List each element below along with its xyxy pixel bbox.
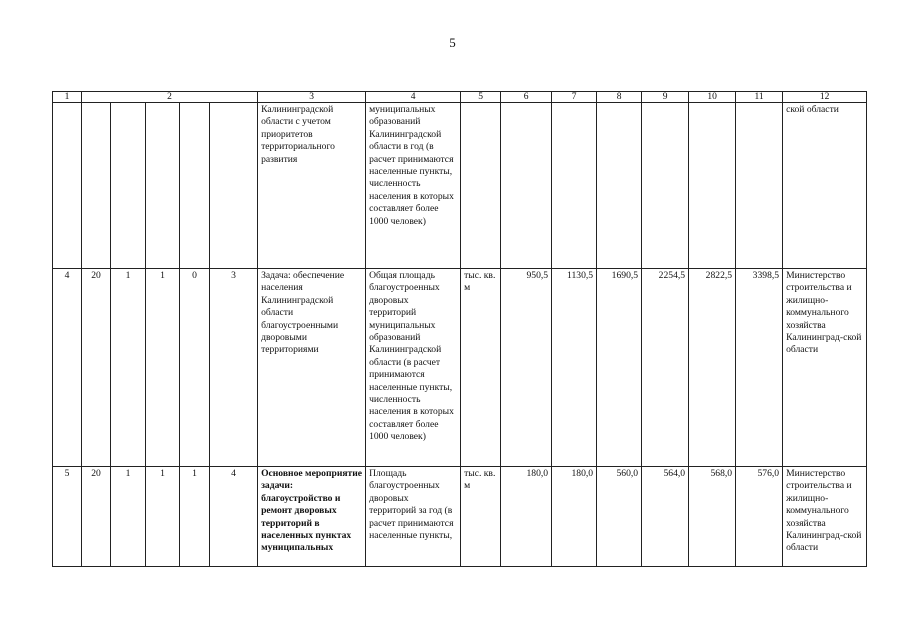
header-cell: 10 bbox=[689, 92, 736, 103]
value-cell bbox=[552, 103, 597, 269]
value-cell: 568,0 bbox=[689, 467, 736, 567]
responsible-cell: Министерство строительства и жилищно-коммунального хозяйства Калининград-ской области bbox=[783, 467, 867, 567]
value-cell bbox=[501, 103, 552, 269]
value-cell: 950,5 bbox=[501, 269, 552, 467]
code-cell: 4 bbox=[53, 269, 82, 467]
responsible-cell: Министерство строительства и жилищно-коммунального хозяйства Калининград-ской области bbox=[783, 269, 867, 467]
code-cell: 5 bbox=[53, 467, 82, 567]
code-cell: 3 bbox=[210, 269, 258, 467]
code-cell bbox=[180, 103, 210, 269]
code-cell: 4 bbox=[210, 467, 258, 567]
code-cell bbox=[82, 103, 111, 269]
page-number: 5 bbox=[449, 35, 456, 50]
code-cell: 1 bbox=[146, 467, 180, 567]
value-cell bbox=[736, 103, 783, 269]
value-cell: 180,0 bbox=[552, 467, 597, 567]
unit-cell: тыс. кв. м bbox=[461, 269, 501, 467]
name-cell: Задача: обеспечение населения Калининградской области благоустроенными дворовыми территориями bbox=[258, 269, 366, 467]
code-cell bbox=[210, 103, 258, 269]
header-cell: 8 bbox=[597, 92, 642, 103]
table-row bbox=[53, 269, 867, 467]
header-cell: 1 bbox=[53, 92, 82, 103]
indicators-table bbox=[52, 91, 867, 567]
code-cell: 20 bbox=[82, 467, 111, 567]
code-cell bbox=[53, 103, 82, 269]
value-cell: 576,0 bbox=[736, 467, 783, 567]
value-cell: 2254,5 bbox=[642, 269, 689, 467]
value-cell: 2822,5 bbox=[689, 269, 736, 467]
indicator-cell: Общая площадь благоустроенных дворовых территорий муниципальных образований Калининградской области (в расчет принимаются населенные пункты, численность населения в которых составляет более 1000 человек) bbox=[366, 269, 461, 467]
value-cell: 560,0 bbox=[597, 467, 642, 567]
code-cell: 0 bbox=[180, 269, 210, 467]
responsible-cell: ской области bbox=[783, 103, 867, 269]
value-cell: 3398,5 bbox=[736, 269, 783, 467]
header-cell: 6 bbox=[501, 92, 552, 103]
value-cell: 1690,5 bbox=[597, 269, 642, 467]
header-cell: 7 bbox=[552, 92, 597, 103]
unit-cell bbox=[461, 103, 501, 269]
value-cell: 1130,5 bbox=[552, 269, 597, 467]
value-cell: 564,0 bbox=[642, 467, 689, 567]
header-cell: 9 bbox=[642, 92, 689, 103]
code-cell: 1 bbox=[180, 467, 210, 567]
value-cell bbox=[597, 103, 642, 269]
code-cell: 20 bbox=[82, 269, 111, 467]
value-cell bbox=[689, 103, 736, 269]
code-cell: 1 bbox=[111, 269, 146, 467]
header-cell: 4 bbox=[366, 92, 461, 103]
header-row bbox=[53, 92, 867, 103]
unit-cell: тыс. кв. м bbox=[461, 467, 501, 567]
name-cell: Основное мероприятие задачи: благоустройство и ремонт дворовых территорий в населенных пунктах муниципальных bbox=[258, 467, 366, 567]
code-cell: 1 bbox=[146, 269, 180, 467]
header-cell: 2 bbox=[82, 92, 258, 103]
table-row bbox=[53, 467, 867, 567]
indicator-cell: муниципальных образований Калининградской области в год (в расчет принимаются населенные пункты, численность населения в которых составляет более 1000 человек) bbox=[366, 103, 461, 269]
code-cell bbox=[146, 103, 180, 269]
header-cell: 12 bbox=[783, 92, 867, 103]
table-row bbox=[53, 103, 867, 269]
header-cell: 3 bbox=[258, 92, 366, 103]
code-cell bbox=[111, 103, 146, 269]
header-cell: 5 bbox=[461, 92, 501, 103]
indicator-cell: Площадь благоустроенных дворовых территорий за год (в расчет принимаются населенные пункты, bbox=[366, 467, 461, 567]
value-cell: 180,0 bbox=[501, 467, 552, 567]
header-cell: 11 bbox=[736, 92, 783, 103]
code-cell: 1 bbox=[111, 467, 146, 567]
name-cell: Калининградской области с учетом приоритетов территориального развития bbox=[258, 103, 366, 269]
value-cell bbox=[642, 103, 689, 269]
